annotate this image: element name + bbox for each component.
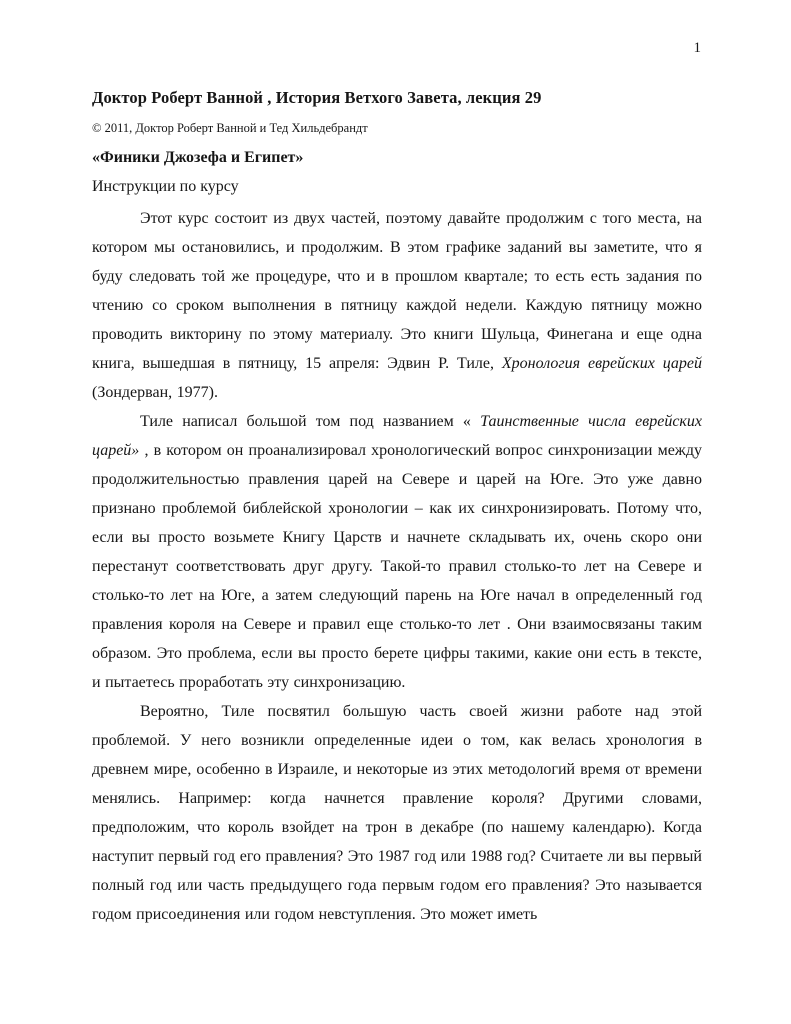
text-run: Вероятно, Тиле посвятил большую часть своей жизни работе над этой проблемой. У него возникли определенные идеи о том, как велась хронология в древнем мире, особенно в Израиле, и некоторые из этих методологий время от времени менялись. Например: когда начнется правление короля? Другими словами, предположим, что король взойдет на трон в декабре (по нашему календарю). Когда наступит первый год его правления? Это 1987 год или 1988 год? Считаете ли вы первый полный год или часть предыдущего года первым годом его правления? Это называется годом присоединения или годом невступления. Это может иметь xyxy=(92,703,702,923)
italic-text-run: Хронология еврейских царей xyxy=(501,355,703,372)
text-run: Тиле написал большой том под названием « xyxy=(140,413,481,430)
paragraph xyxy=(92,407,702,697)
italic-text-run: Таинственные числа еврейских царей» xyxy=(92,413,703,459)
section-heading: Инструкции по курсу xyxy=(92,178,239,195)
text-run: Этот курс состоит из двух частей, поэтому давайте продолжим с того места, на котором мы остановились, и продолжим. В этом графике заданий вы заметите, что я буду следовать той же процедуре, что и в прошлом квартале; то есть есть задания по чтению со сроком выполнения в пятницу каждой недели. Каждую пятницу можно проводить викторину по этому материалу. Это книги Шульца, Финегана и еще одна книга, вышедшая в пятницу, 15 апреля: Эдвин Р. Тиле, xyxy=(92,210,702,372)
lecture-title: «Финики Джозефа и Египет» xyxy=(92,149,304,166)
page-number: 1 xyxy=(693,40,701,56)
text-run: , в котором он проанализировал хронологический вопрос синхронизации между продолжительностью правления царей на Севере и царей на Юге. Это уже давно признано проблемой библейской хронологии – как их синхронизировать. Потому что, если вы просто возьмете Книгу Царств и начнете складывать их, очень скоро они перестанут соответствовать друг другу. Такой-то правил столько-то лет на Севере и столько-то лет на Юге, а затем следующий парень на Юге начал в определенный год правления короля на Севере и правил еще столько-то лет . Они взаимосвязаны таким образом. Это проблема, если вы просто берете цифры такими, какие они есть в тексте, и пытаетесь проработать эту синхронизацию. xyxy=(92,442,702,691)
document-content xyxy=(92,88,702,929)
paragraph xyxy=(92,697,702,929)
paragraph xyxy=(92,204,702,407)
copyright-line: © 2011, Доктор Роберт Ванной и Тед Хильдебрандт xyxy=(92,121,368,135)
body-text xyxy=(92,204,702,929)
text-run: (Зондерван, 1977). xyxy=(92,384,218,401)
document-title: Доктор Роберт Ванной , История Ветхого Завета, лекция 29 xyxy=(92,88,542,107)
